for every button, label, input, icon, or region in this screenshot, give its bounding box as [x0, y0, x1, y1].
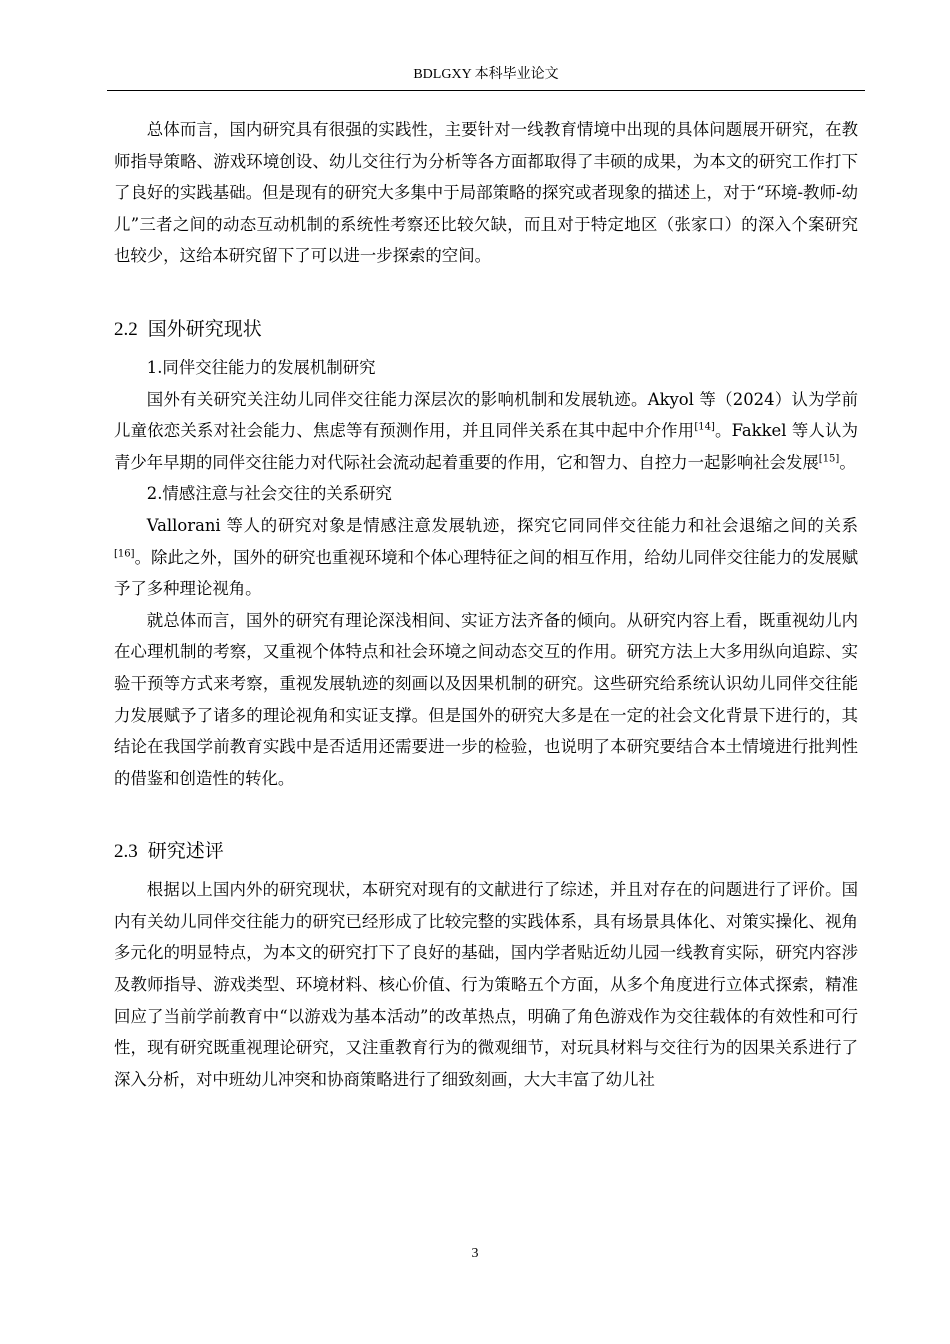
domestic-summary-paragraph: 总体而言，国内研究具有很强的实践性，主要针对一线教育情境中出现的具体问题展开研究，在教师指导策略、游戏环境创设、幼儿交往行为分析等各方面都取得了丰硕的成果，为本文的研究工作打下了良好的实践基础。但是现有的研究大多集中于局部策略的探究或者现象的描述上，对于“环境-教师-幼儿”三者之间的动态互动机制的系统性考察还比较欠缺，而且对于特定地区（张家口）的深入个案研究也较少，这给本研究留下了可以进一步探索的空间。 [114, 120, 858, 266]
sub1-text-part1: 国外有关研究关注幼儿同伴交往能力深层次的影响机制和发展轨迹。Akyol 等（2024）认为学前儿童依恋关系对社会能力、焦虑等有预测作用，并且同伴关系在其中起中介作用 [114, 389, 858, 441]
subsection-2-paragraph [114, 510, 858, 605]
sub1-text-part2: 。Fakkel 等人认为青少年早期的同伴交往能力对代际社会流动起着重要的作用，它和智力、自控力一起影响社会发展 [114, 421, 858, 472]
section-2-3-title: 研究述评 [147, 840, 224, 863]
subsection-1-title: 1.同伴交往能力的发展机制研究 [146, 357, 376, 377]
section-2-3-heading [114, 837, 858, 866]
page-content [114, 114, 858, 1095]
page-number: 3 [471, 1246, 479, 1261]
sub2-text-part1: Vallorani 等人的研究对象是情感注意发展轨迹，探究它同同伴交往能力和社会退缩之间的关系 [146, 515, 858, 535]
subsection-1-paragraph [114, 384, 858, 479]
citation-15: [15] [818, 453, 840, 465]
section-2-2-number: 2.2 [114, 318, 138, 340]
foreign-summary-paragraph: 就总体而言，国外的研究有理论深浅相间、实证方法齐备的倾向。从研究内容上看，既重视幼儿内在心理机制的考察，又重视个体特点和社会环境之间动态交互的作用。研究方法上大多用纵向追踪、实验干预等方式来考察，重视发展轨迹的刻画以及因果机制的研究。这些研究给系统认识幼儿同伴交往能力发展赋予了诸多的理论视角和实证支撑。但是国外的研究大多是在一定的社会文化背景下进行的，其结论在我国学前教育实践中是否适用还需要进一步的检验，也说明了本研究要结合本土情境进行批判性的借鉴和创造性的转化。 [114, 610, 858, 788]
header-rule [107, 90, 865, 91]
page-header: BDLGXY 本科毕业论文 [413, 67, 559, 82]
subsection-2-title: 2.情感注意与社会交往的关系研究 [146, 484, 392, 504]
review-paragraph: 根据以上国内外的研究现状，本研究对现有的文献进行了综述，并且对存在的问题进行了评价。国内有关幼儿同伴交往能力的研究已经形成了比较完整的实践体系，具有场景具体化、对策实操化、视角多元化的明显特点，为本文的研究打下了良好的基础，国内学者贴近幼儿园一线教育实际，研究内容涉及教师指导、游戏类型、环境材料、核心价值、行为策略五个方面，从多个角度进行立体式探索，精准回应了当前学前教育中“以游戏为基本活动”的改革热点，明确了角色游戏作为交往载体的有效性和可行性，现有研究既重视理论研究，又注重教育行为的微观细节，对玩具材料与交往行为的因果关系进行了深入分析，对中班幼儿冲突和协商策略进行了细致刻画，大大丰富了幼儿社 [114, 880, 858, 1089]
citation-14: [14] [694, 421, 715, 433]
sub1-text-part3: 。 [839, 452, 856, 472]
section-2-3-number: 2.3 [114, 841, 138, 863]
section-2-2-heading [114, 315, 858, 344]
section-2-2-title: 国外研究现状 [147, 317, 262, 340]
sub2-text-part2: 。除此之外，国外的研究也重视环境和个体心理特征之间的相互作用，给幼儿同伴交往能力的发展赋予了多种理论视角。 [114, 547, 858, 599]
citation-16: [16] [114, 548, 135, 560]
